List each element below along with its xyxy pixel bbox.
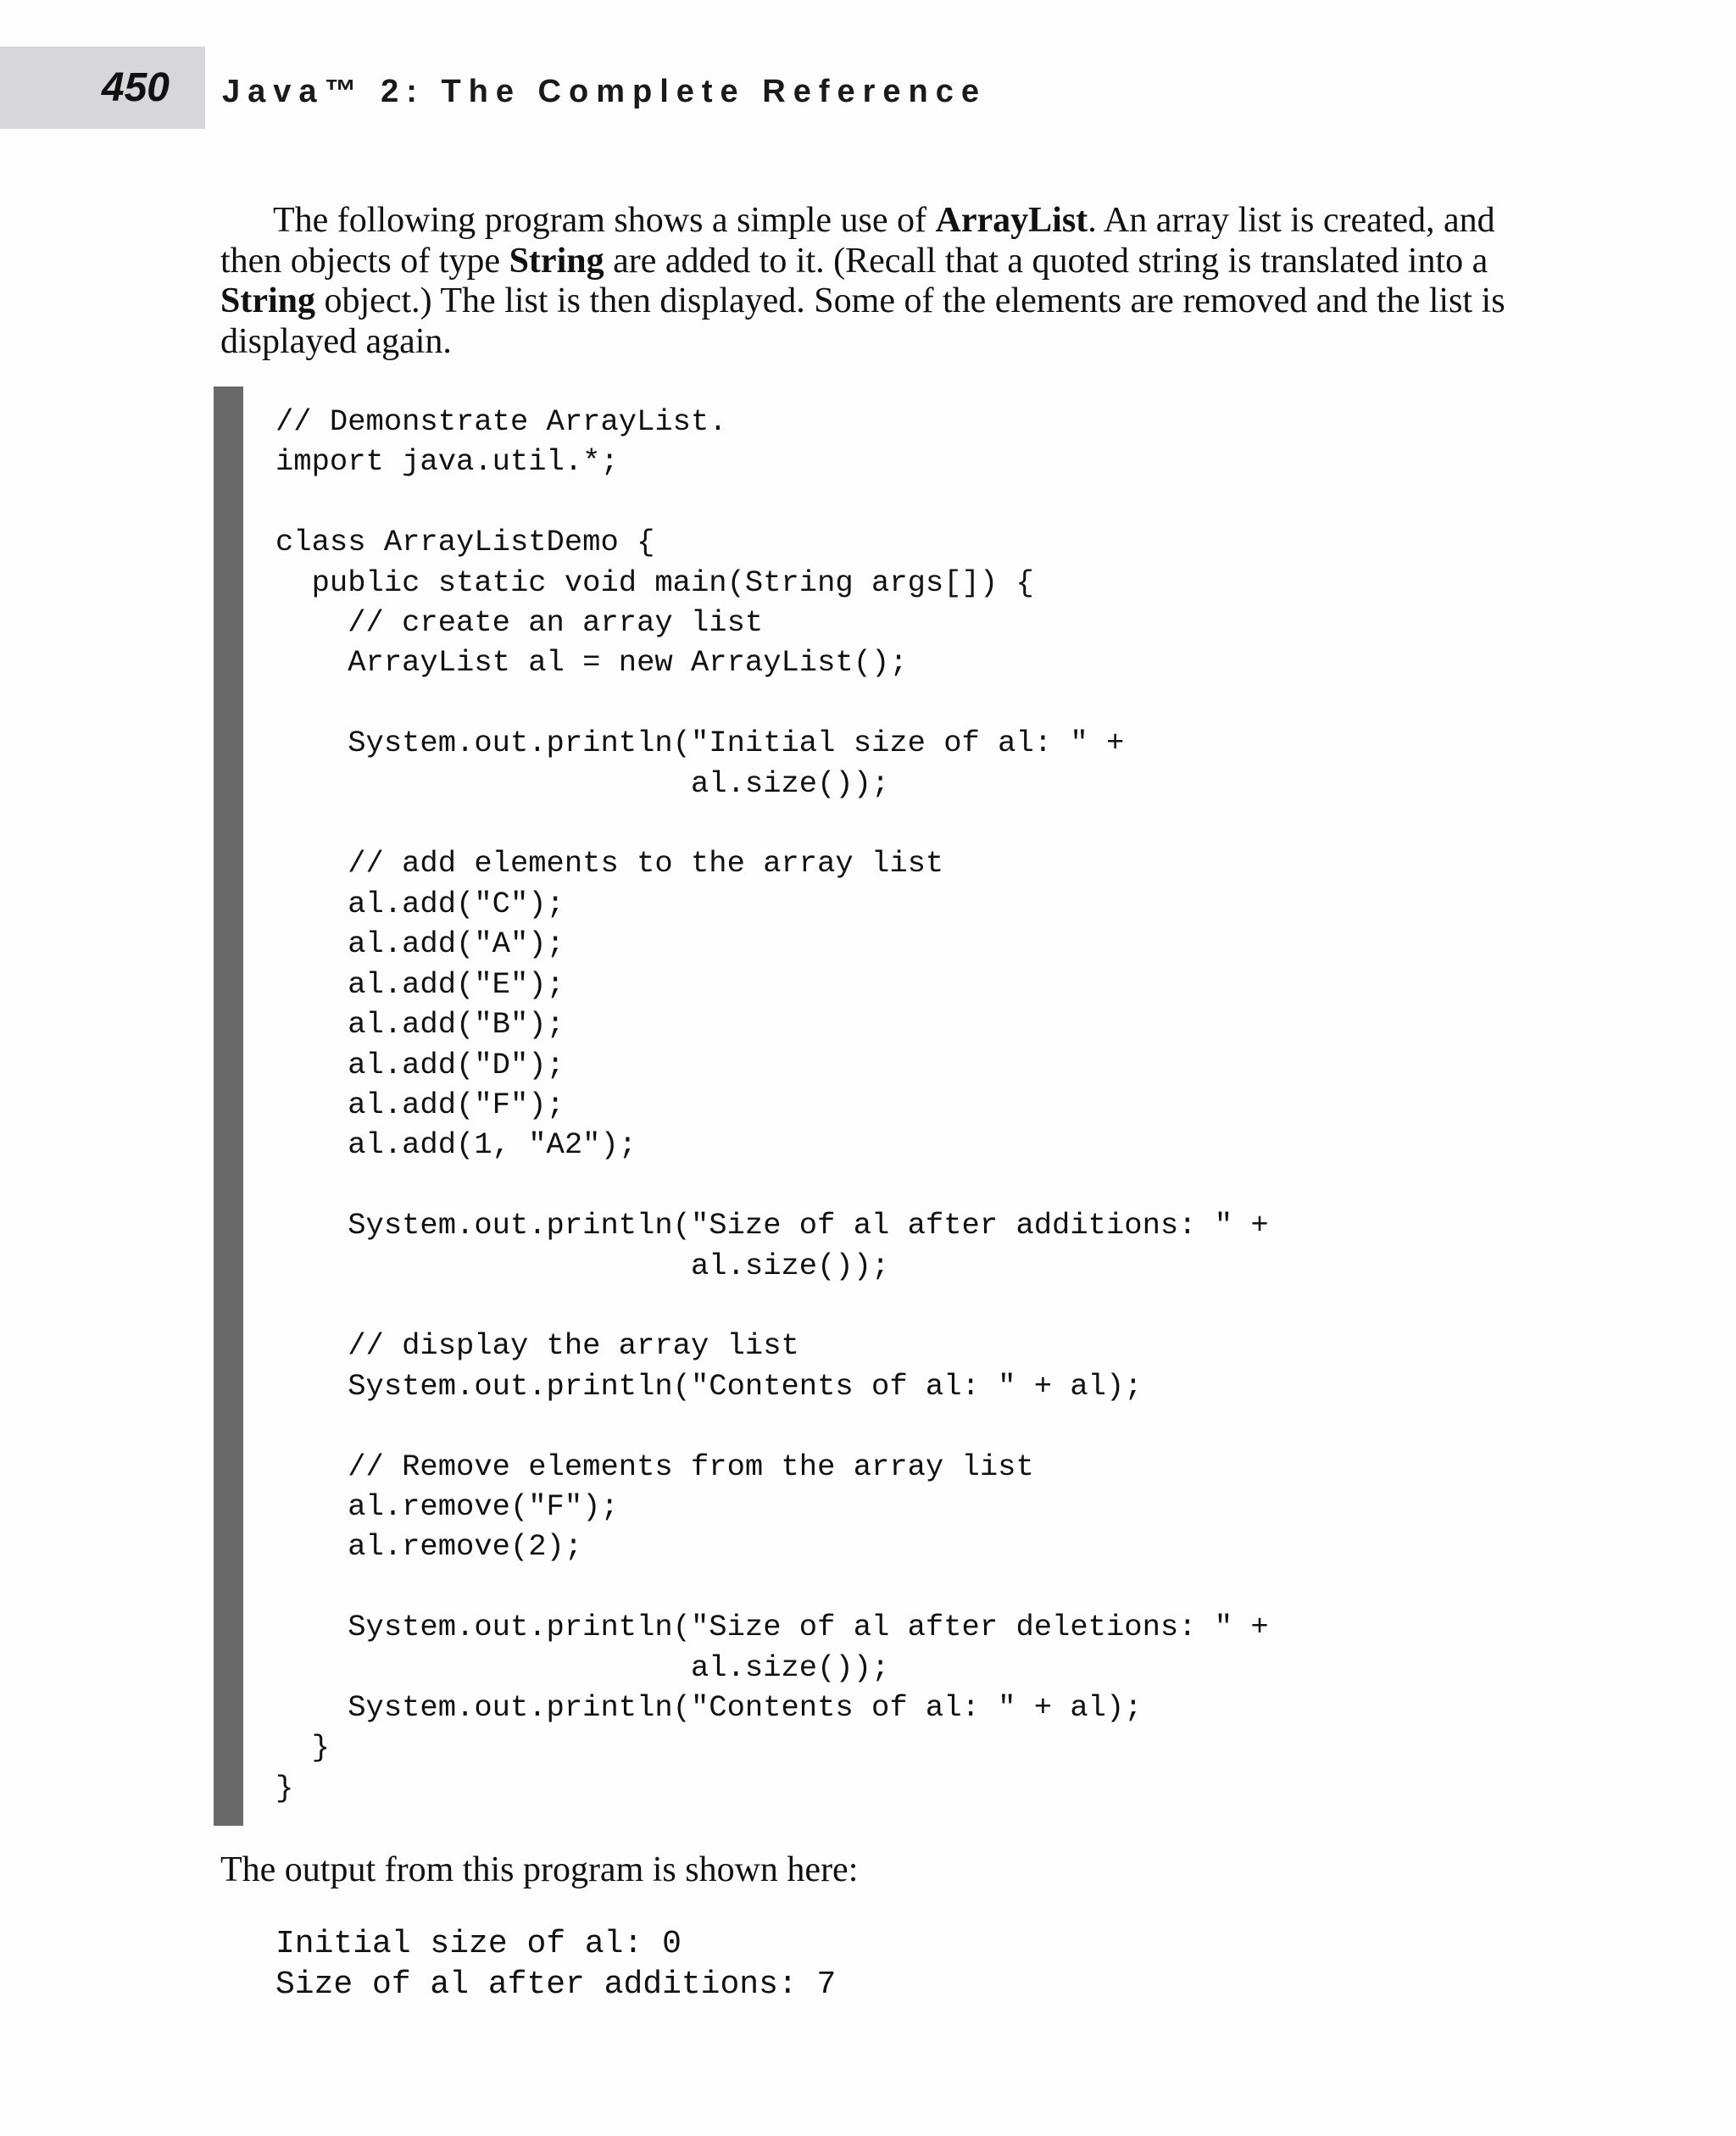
code-line: class ArrayListDemo { bbox=[275, 525, 655, 560]
intro-paragraph bbox=[220, 201, 1526, 362]
intro-text-3: are added to it. (Recall that a quoted string is translated into a bbox=[604, 241, 1488, 281]
code-line: // create an array list bbox=[275, 605, 764, 641]
intro-text-4: object.) The list is then displayed. Some of the elements are removed and the list is displayed again. bbox=[220, 281, 1505, 361]
code-line: System.out.println("Size of al after deletions: " + bbox=[275, 1610, 1269, 1645]
code-line bbox=[275, 1567, 1269, 1607]
code-listing bbox=[275, 402, 1269, 1808]
code-line: al.add("F"); bbox=[275, 1087, 565, 1122]
program-output bbox=[275, 1924, 836, 2005]
code-line: al.add("A"); bbox=[275, 926, 565, 962]
code-line: al.add(1, "A2"); bbox=[275, 1127, 637, 1163]
output-lead-text: The output from this program is shown here: bbox=[220, 1850, 859, 1889]
code-line: public static void main(String args[]) { bbox=[275, 565, 1034, 600]
code-line: System.out.println("Size of al after additions: " + bbox=[275, 1208, 1269, 1243]
code-line: // add elements to the array list bbox=[275, 846, 944, 882]
code-line: al.remove("F"); bbox=[275, 1488, 619, 1524]
intro-text-1: The following program shows a simple use of bbox=[273, 201, 936, 240]
running-title: Java™ 2: The Complete Reference bbox=[222, 74, 988, 109]
code-line bbox=[275, 1286, 1269, 1326]
code-line bbox=[275, 804, 1269, 843]
output-line: Size of al after additions: 7 bbox=[275, 1966, 837, 2003]
code-line: // display the array list bbox=[275, 1328, 799, 1364]
code-line: System.out.println("Initial size of al: " + bbox=[275, 726, 1125, 761]
code-line: al.add("E"); bbox=[275, 966, 565, 1002]
page-number: 450 bbox=[101, 65, 170, 110]
code-line bbox=[275, 1406, 1269, 1446]
intro-bold-string-1: String bbox=[509, 241, 604, 281]
code-line: System.out.println("Contents of al: " + al); bbox=[275, 1368, 1143, 1404]
code-line bbox=[275, 683, 1269, 723]
code-line bbox=[275, 1165, 1269, 1205]
page-header bbox=[0, 0, 1736, 130]
code-line: al.add("D"); bbox=[275, 1047, 565, 1082]
code-line: al.remove(2); bbox=[275, 1529, 583, 1565]
code-line: al.size()); bbox=[275, 1248, 890, 1283]
code-line: al.add("B"); bbox=[275, 1007, 565, 1043]
output-line: Initial size of al: 0 bbox=[275, 1926, 682, 1962]
code-line bbox=[275, 482, 1269, 522]
code-line: ArrayList al = new ArrayList(); bbox=[275, 645, 908, 681]
code-line: import java.util.*; bbox=[275, 444, 619, 480]
code-line: } bbox=[275, 1770, 294, 1805]
code-line: } bbox=[275, 1730, 330, 1766]
code-line: // Demonstrate ArrayList. bbox=[275, 404, 727, 439]
intro-bold-arraylist: ArrayList bbox=[935, 201, 1088, 240]
code-line: al.add("C"); bbox=[275, 886, 565, 921]
intro-text-2: . An array list is created, and then objects of type bbox=[220, 201, 1495, 281]
code-line: System.out.println("Contents of al: " + al); bbox=[275, 1690, 1143, 1725]
intro-bold-string-2: String bbox=[220, 281, 316, 320]
code-listing-bar bbox=[214, 387, 243, 1826]
code-line: al.size()); bbox=[275, 1649, 890, 1685]
code-line: al.size()); bbox=[275, 765, 890, 801]
code-line: // Remove elements from the array list bbox=[275, 1449, 1034, 1484]
